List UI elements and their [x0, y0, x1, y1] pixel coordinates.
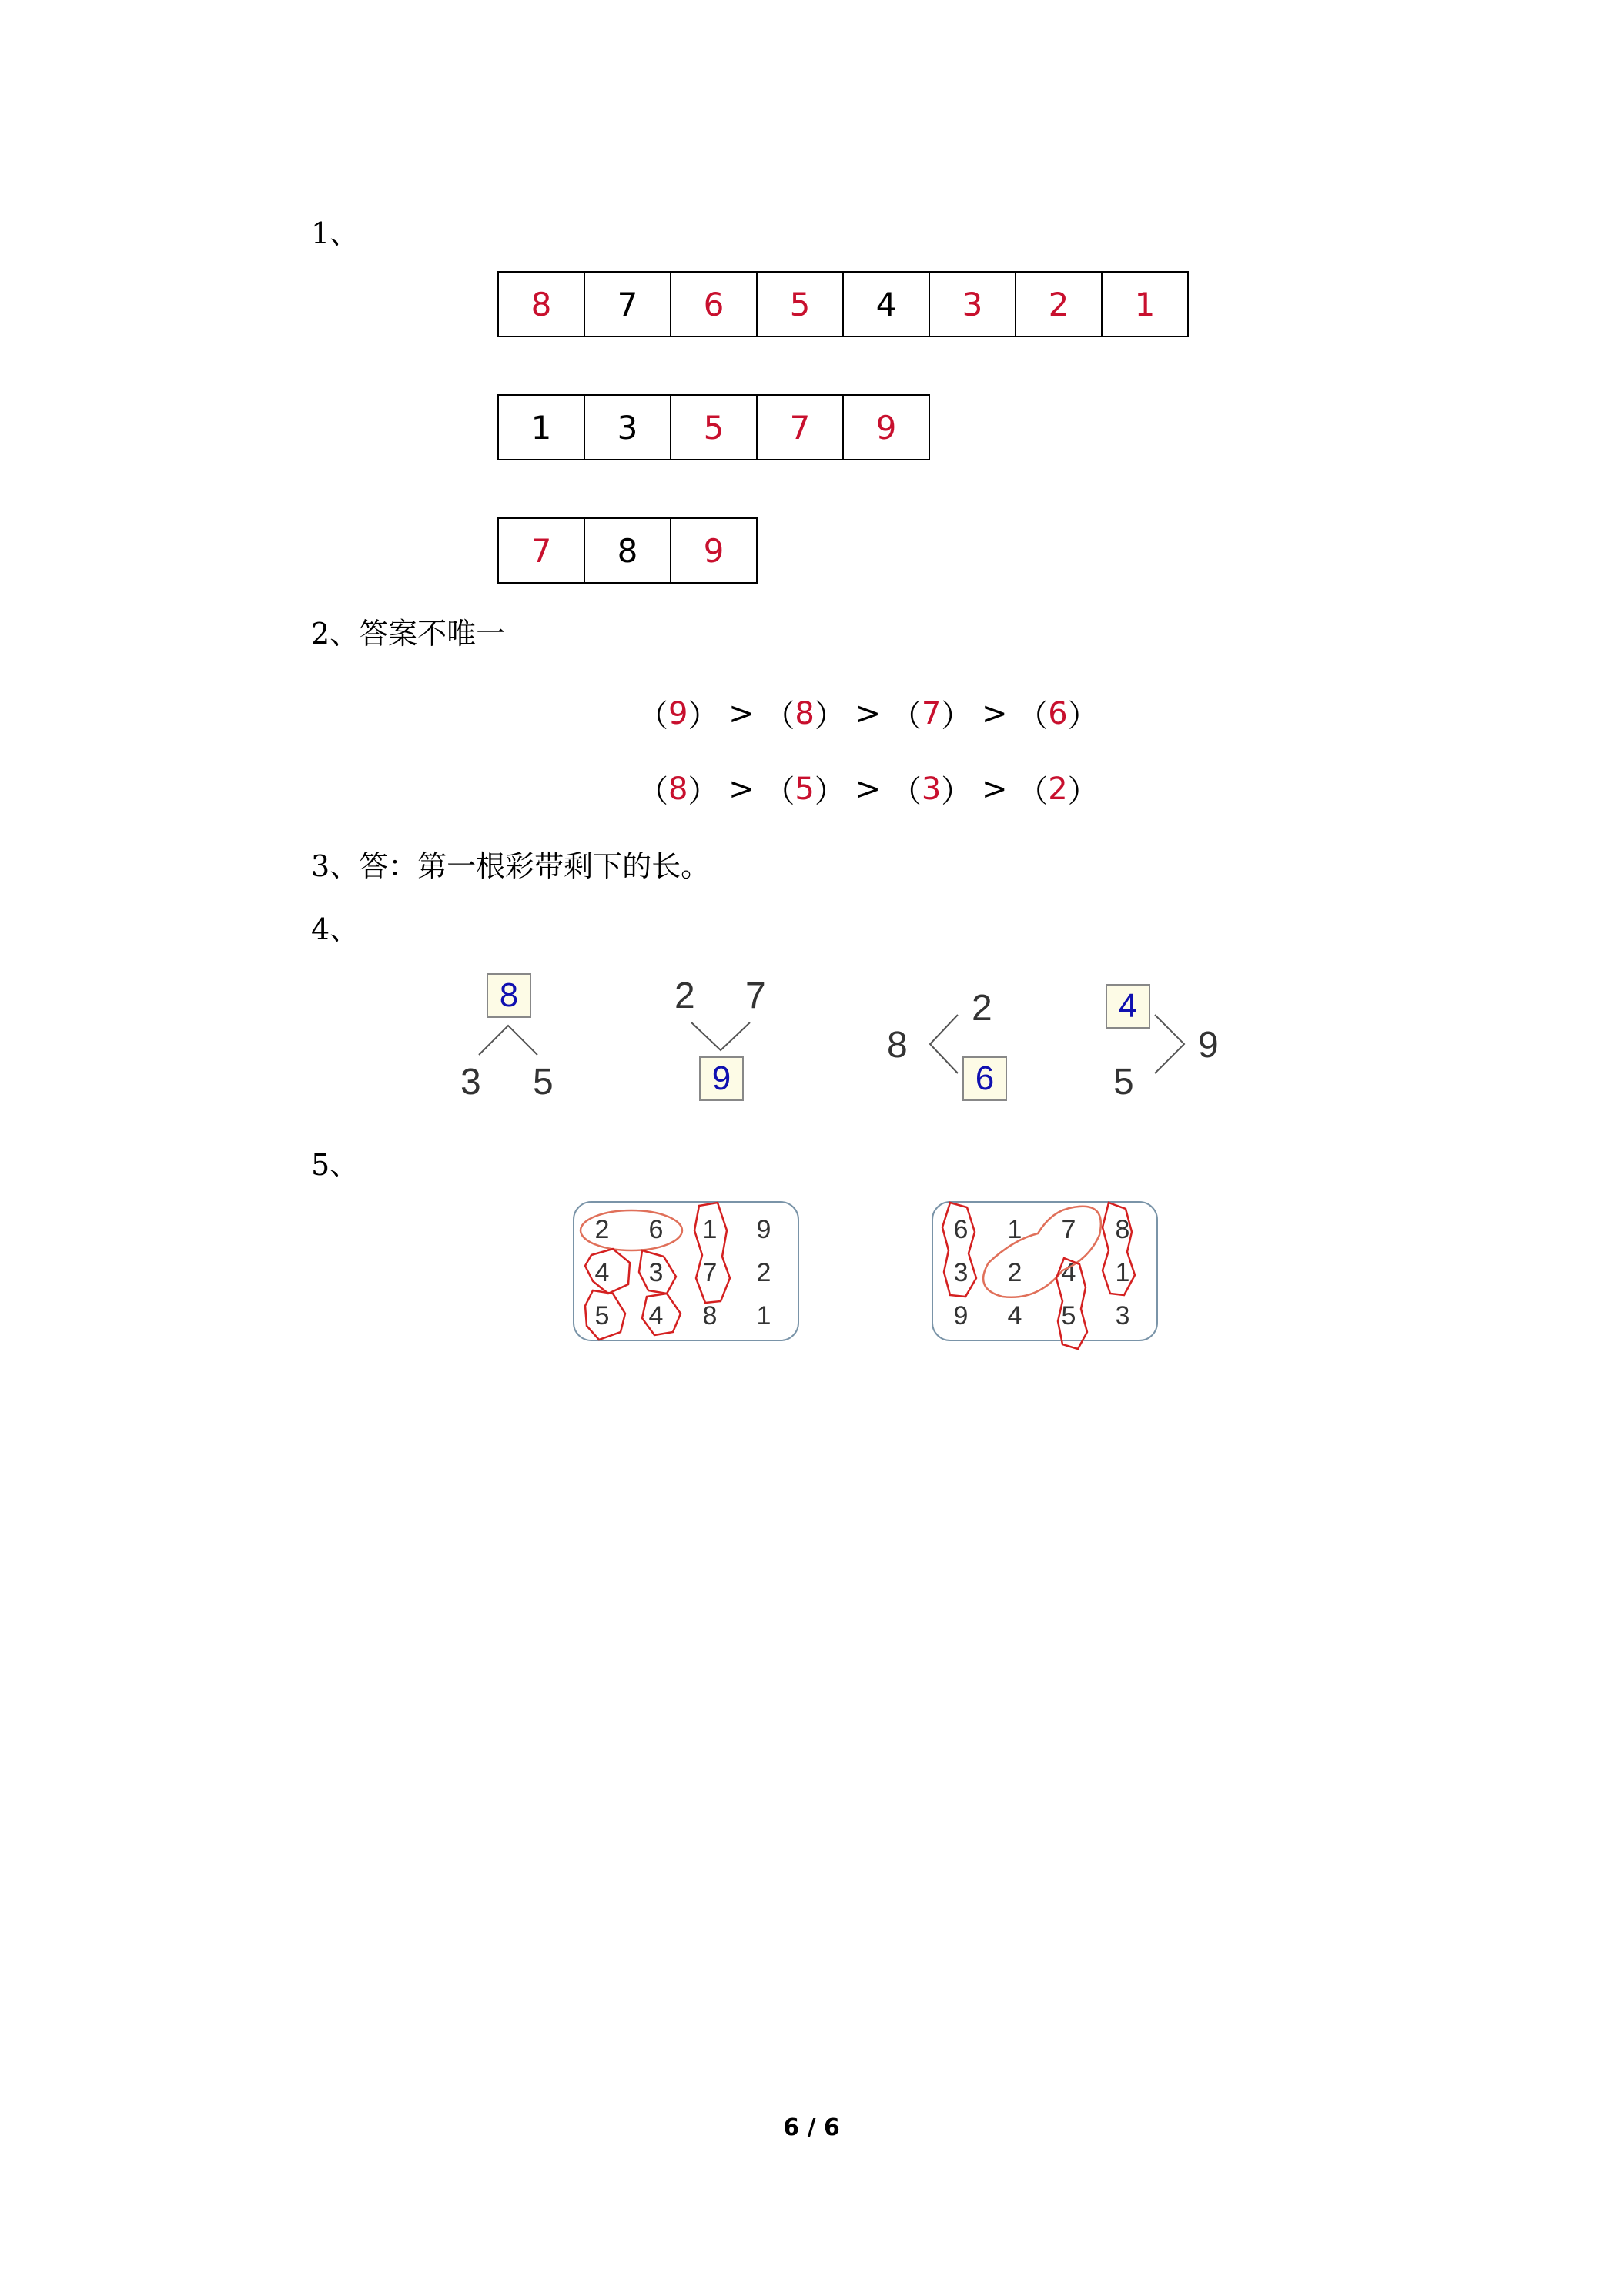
question-2-label: 2、答案不唯一 [311, 617, 506, 651]
greater-than-sign: > [845, 695, 891, 731]
greater-than-sign: > [972, 695, 1018, 731]
q1-row2-cell: 3 [584, 394, 671, 460]
q5-grid-number: 5 [594, 1301, 610, 1330]
q4-d3-answer-box: 6 [962, 1056, 1007, 1101]
q5-grid-number: 4 [1061, 1258, 1076, 1287]
q5-g1-loop-1-7 [694, 1203, 730, 1303]
paren-open: （ [764, 774, 795, 809]
paren-close: ） [814, 774, 845, 809]
q2-answer-value: 6 [1048, 695, 1068, 731]
q5-grid-number: 3 [953, 1258, 969, 1287]
q5-grid-number: 1 [1007, 1215, 1022, 1244]
q4-d1-right-number: 5 [533, 1062, 554, 1103]
q2-answer-value: 2 [1048, 771, 1068, 807]
q5-grid-number: 6 [953, 1215, 969, 1244]
q5-grid-number: 2 [594, 1215, 610, 1244]
q5-grid-number: 4 [1007, 1301, 1022, 1330]
q1-row2-cell: 9 [842, 394, 930, 460]
q5-grid-number: 7 [1061, 1215, 1076, 1244]
q5-g1-loop-4-5 [585, 1249, 630, 1294]
question-5-label: 5、 [311, 1148, 360, 1182]
paren-open: （ [1017, 698, 1049, 734]
greater-than-sign: > [718, 695, 765, 731]
q1-row2-cell: 1 [497, 394, 585, 460]
paren-close: ） [1067, 774, 1099, 809]
paren-close: ） [688, 698, 719, 734]
q5-grid-number: 8 [702, 1301, 718, 1330]
question-3-answer: 3、答：第一根彩带剩下的长。 [311, 849, 711, 883]
q4-d4-right-number: 9 [1198, 1025, 1219, 1066]
q4-d3-left-number: 8 [887, 1025, 908, 1066]
q1-row3-cell: 9 [670, 517, 758, 584]
q4-d1-left-number: 3 [460, 1062, 481, 1103]
q5-g1-loop-2-6 [581, 1210, 682, 1250]
q1-row2-cell: 7 [756, 394, 844, 460]
q4-d2-answer-box: 9 [699, 1056, 744, 1101]
q5-g2-loop-6-3 [942, 1203, 976, 1297]
q5-grid-number: 9 [953, 1301, 969, 1330]
q5-grid-number: 2 [1007, 1258, 1022, 1287]
q2-answer-value: 5 [795, 771, 815, 807]
q4-d4-bottom-number: 5 [1113, 1062, 1134, 1103]
q1-row3-cell: 8 [584, 517, 671, 584]
q4-d3-top-number: 2 [972, 988, 992, 1029]
q1-row1-cell: 8 [497, 271, 585, 337]
q5-grid-number: 3 [1115, 1301, 1130, 1330]
greater-than-sign: > [972, 771, 1018, 807]
q2-answer-value: 7 [921, 695, 942, 731]
q5-grid-number: 1 [702, 1215, 718, 1244]
paren-open: （ [890, 774, 922, 809]
q1-row1-cell: 5 [756, 271, 844, 337]
q1-row3-cell: 7 [497, 517, 585, 584]
q5-grid-number: 5 [1061, 1301, 1076, 1330]
q4-d4-answer-box: 4 [1106, 984, 1150, 1029]
paren-close: ） [814, 698, 845, 734]
q1-row1-cell: 1 [1101, 271, 1189, 337]
paren-open: （ [637, 774, 668, 809]
q2-answer-value: 8 [668, 771, 688, 807]
paren-open: （ [637, 698, 668, 734]
q4-d1-answer-box: 8 [487, 973, 531, 1018]
q5-grid-number: 4 [648, 1301, 664, 1330]
q1-row1-cell: 7 [584, 271, 671, 337]
q2-answer-value: 3 [921, 771, 942, 807]
q5-g2-loop-8-1 [1103, 1203, 1135, 1295]
q4-d2-left-number: 2 [674, 976, 695, 1016]
q4-d2-right-number: 7 [745, 976, 766, 1016]
paren-open: （ [1017, 774, 1049, 809]
q5-grid-number: 7 [702, 1258, 718, 1287]
q1-row1-cell: 6 [670, 271, 758, 337]
q1-row1-cell: 4 [842, 271, 930, 337]
q1-row2-cell: 5 [670, 394, 758, 460]
paren-close: ） [688, 774, 719, 809]
paren-close: ） [941, 774, 972, 809]
greater-than-sign: > [718, 771, 765, 807]
q5-grid-number: 4 [594, 1258, 610, 1287]
q5-grid-number: 1 [756, 1301, 771, 1330]
paren-open: （ [890, 698, 922, 734]
q5-grid-number: 1 [1115, 1258, 1130, 1287]
q1-row1-cell: 2 [1015, 271, 1103, 337]
q5-grid-number: 6 [648, 1215, 664, 1244]
question-1-label: 1、 [311, 216, 360, 250]
paren-open: （ [764, 698, 795, 734]
q5-grid-number: 9 [756, 1215, 771, 1244]
question-4-label: 4、 [311, 912, 360, 946]
paren-close: ） [941, 698, 972, 734]
q2-answer-value: 9 [668, 695, 688, 731]
q5-grid-number: 3 [648, 1258, 664, 1287]
q5-grid-number: 2 [756, 1258, 771, 1287]
greater-than-sign: > [845, 771, 891, 807]
q5-grid-number: 8 [1115, 1215, 1130, 1244]
q2-answer-value: 8 [795, 695, 815, 731]
page-number: 6 / 6 [783, 2114, 840, 2141]
q5-g1-loop-3-4 [639, 1250, 676, 1294]
q1-row1-cell: 3 [929, 271, 1016, 337]
q5-g2-loop-7-2 [983, 1207, 1101, 1297]
paren-close: ） [1067, 698, 1099, 734]
